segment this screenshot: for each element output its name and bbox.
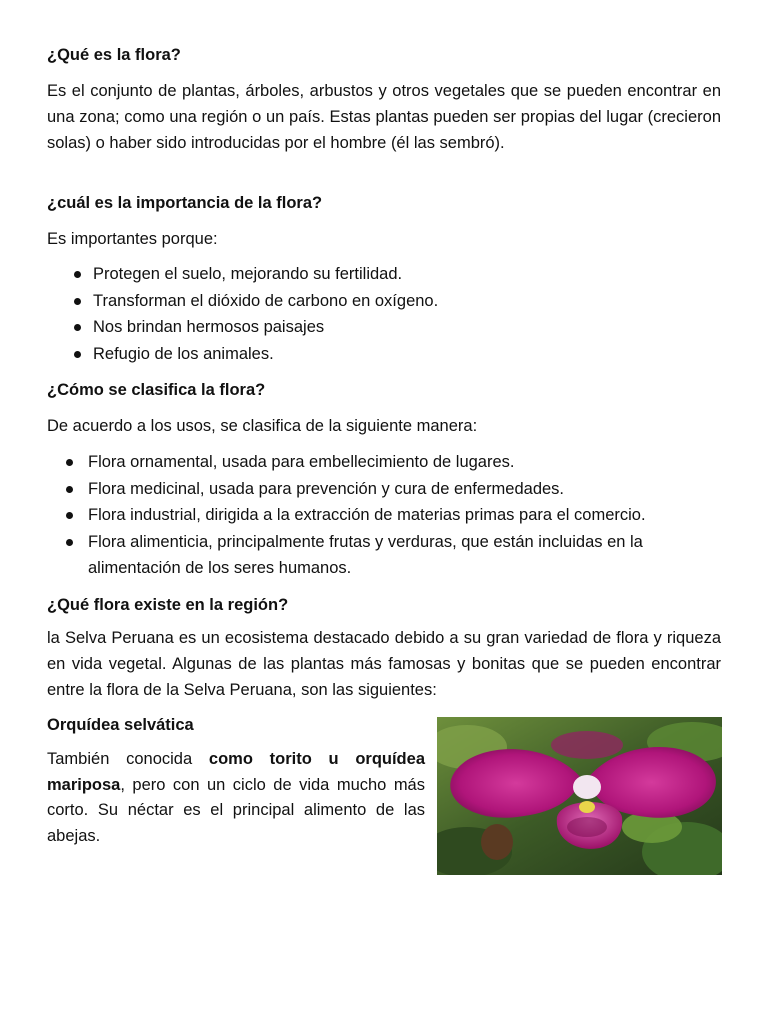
bullet-icon [66, 486, 73, 493]
bullet-icon [74, 298, 81, 305]
list-item [64, 529, 722, 582]
orchid-photo-icon [437, 717, 722, 875]
orchid-photo [437, 717, 722, 875]
list-item [64, 502, 722, 529]
heading-region-flora: ¿Qué flora existe en la región? [47, 596, 289, 614]
bullet-icon [74, 324, 81, 331]
list-item-text: Refugio de los animales. [93, 344, 274, 363]
list-item [72, 288, 712, 315]
orchid-text-bold: como torito u orquídea mariposa [47, 750, 425, 794]
heading-classification: ¿Cómo se clasifica la flora? [47, 381, 266, 399]
list-item-text: Flora medicinal, usada para prevención y cura de enfermedades. [88, 479, 565, 498]
orchid-text-start: También conocida [47, 750, 209, 768]
list-item-text: Flora ornamental, usada para embellecimiento de lugares. [88, 453, 515, 471]
list-item [64, 476, 722, 503]
importance-list [72, 261, 712, 367]
paragraph-flora-definition: Es el conjunto de plantas, árboles, arbustos y otros vegetales que se pueden encontrar en una zona; como una región o un país. Estas plantas pueden ser propias del lugar (crecieron solas) o haber sido introducidas por el hombre (él las sembró). [47, 82, 721, 152]
list-item [64, 449, 722, 476]
paragraph-importance-intro: Es importantes porque: [47, 230, 218, 248]
list-item [72, 314, 712, 341]
list-item [72, 341, 712, 368]
heading-importance: ¿cuál es la importancia de la flora? [47, 194, 323, 212]
orchid-text-end: , pero con un ciclo de vida mucho más corto. Su néctar es el principal alimento de las abejas. [47, 775, 425, 845]
paragraph-orchid [47, 747, 425, 849]
list-item-text: Flora alimenticia, principalmente frutas y verduras, que están incluidas en la alimentación de los seres humanos. [88, 532, 643, 577]
bullet-icon [66, 459, 73, 466]
list-item [72, 261, 712, 288]
heading-orchid: Orquídea selvática [47, 716, 194, 734]
list-item-text: Protegen el suelo, mejorando su fertilidad. [93, 265, 403, 283]
classification-list [64, 449, 722, 582]
bullet-icon [74, 351, 81, 358]
paragraph-selva-peruana: la Selva Peruana es un ecosistema destacado debido a su gran variedad de flora y riqueza en vida vegetal. Algunas de las plantas más famosas y bonitas que se pueden encontrar entre la flora de la Selva Peruana, son las siguientes: [47, 629, 721, 699]
list-item-text: Nos brindan hermosos paisajes [93, 318, 325, 336]
paragraph-classification-intro: De acuerdo a los usos, se clasifica de la siguiente manera: [47, 417, 478, 435]
list-item-text: Flora industrial, dirigida a la extracción de materias primas para el comercio. [88, 506, 646, 524]
bullet-icon [66, 512, 73, 519]
list-item-text: Transforman el dióxido de carbono en oxígeno. [93, 291, 439, 310]
bullet-icon [74, 271, 81, 278]
heading-what-is-flora: ¿Qué es la flora? [47, 46, 181, 64]
bullet-icon [66, 539, 73, 546]
